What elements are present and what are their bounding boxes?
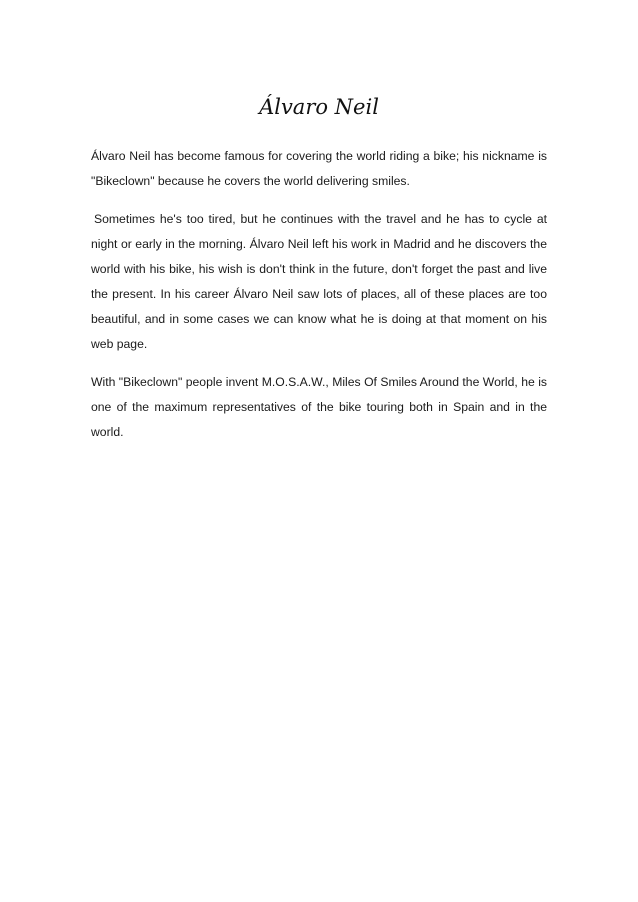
paragraph-1: Álvaro Neil has become famous for covering the world riding a bike; his nickname is "Bikeclown" because he covers the world delivering smiles. [91, 149, 547, 188]
paragraph-3: With "Bikeclown" people invent M.O.S.A.W., Miles Of Smiles Around the World, he is one of the maximum representatives of the bike touring both in Spain and in the world. [91, 375, 547, 439]
paragraph-2: Sometimes he's too tired, but he continues with the travel and he has to cycle at night or early in the morning. Álvaro Neil left his work in Madrid and he discovers the world with his bike, his wish is don't think in the future, don't forget the past and live the present. In his career Álvaro Neil saw lots of places, all of these places are too beautiful, and in some cases we can know what he is doing at that moment on his web page. [91, 212, 547, 351]
document-body [91, 144, 547, 458]
document-title: Álvaro Neil [259, 95, 379, 119]
